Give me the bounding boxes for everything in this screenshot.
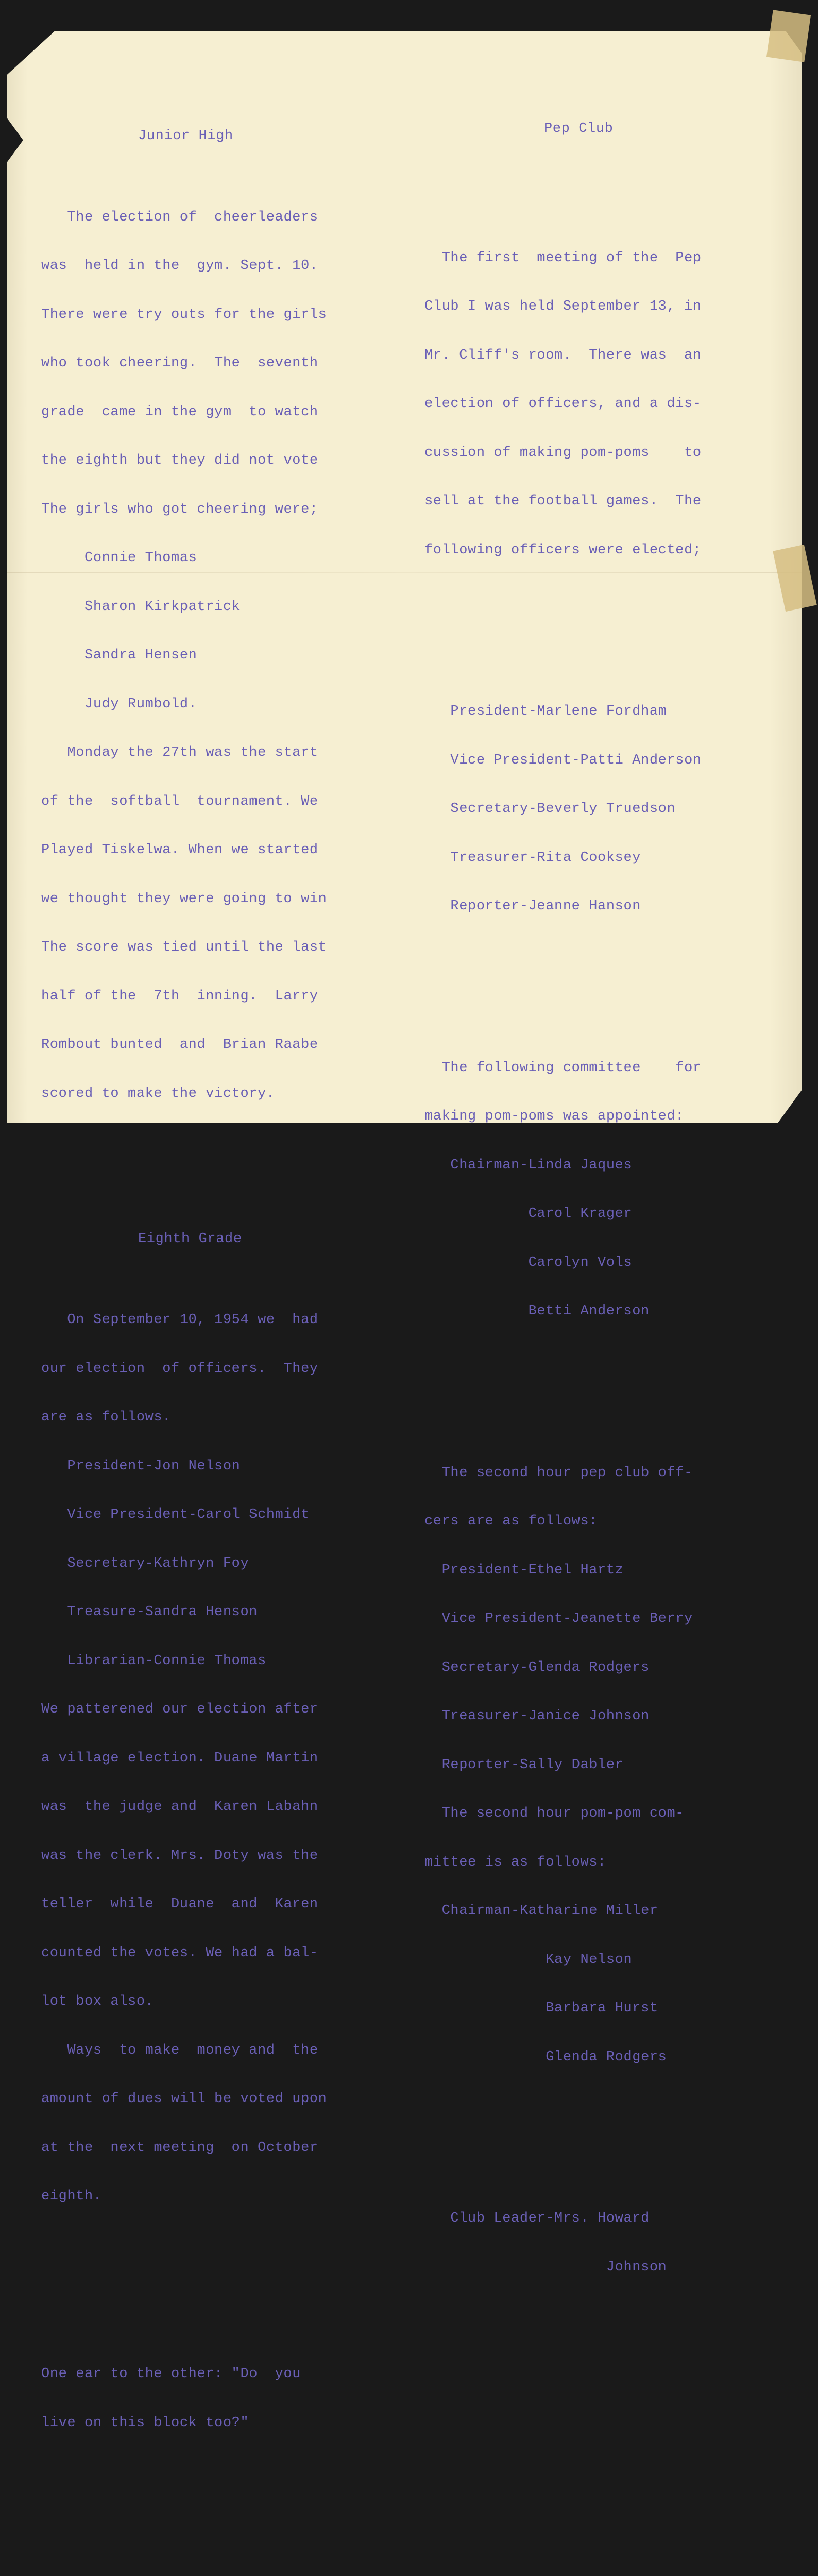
article-line: Monday the 27th was the start — [41, 745, 318, 760]
joke-line: One ear to the other: "Do you — [41, 2366, 301, 2382]
article-line: amount of dues will be voted upon — [41, 2091, 327, 2107]
officer-line: Secretary-Glenda Rodgers — [424, 1659, 650, 1675]
article-line: election of officers, and a dis- — [424, 396, 702, 412]
article-line: The election of cheerleaders — [41, 209, 318, 225]
pep-club-heading: Pep Club — [544, 121, 614, 137]
article-line: Sharon Kirkpatrick — [41, 599, 241, 615]
article-line: half of the 7th inning. Larry — [41, 988, 318, 1004]
officer-line: President-Marlene Fordham — [424, 704, 667, 719]
article-line: The girls who got cheering were; — [41, 501, 318, 517]
committee-line: making pom-poms was appointed: — [424, 1109, 685, 1124]
committee-line: Betti Anderson — [424, 1303, 650, 1319]
article-line: Treasure-Sandra Henson — [41, 1604, 258, 1620]
article-line: our election of officers. They — [41, 1361, 318, 1377]
officer-line: Treasurer-Rita Cooksey — [424, 850, 641, 866]
officer-line: Vice President-Jeanette Berry — [424, 1611, 693, 1626]
pep-club-intro — [424, 218, 702, 591]
committee-line: Carol Krager — [424, 1206, 633, 1222]
article-line: following officers were elected; — [424, 542, 702, 558]
article-line: was the judge and Karen Labahn — [41, 1799, 318, 1815]
article-line: There were try outs for the girls — [41, 307, 327, 323]
joke-ear — [41, 2334, 327, 2464]
officer-line: The second hour pep club off- — [424, 1465, 693, 1481]
article-line: who took cheering. The seventh — [41, 355, 318, 371]
committee-line: Chairman-Linda Jaques — [424, 1157, 633, 1173]
officer-line: Reporter-Jeanne Hanson — [424, 899, 641, 914]
officer-line: Kay Nelson — [424, 1952, 633, 1968]
officer-line: Glenda Rodgers — [424, 2049, 667, 2065]
officer-line: cers are as follows: — [424, 1514, 598, 1529]
officer-line: Secretary-Beverly Truedson — [424, 801, 676, 817]
committee-line: Carolyn Vols — [424, 1255, 633, 1270]
article-line: Ways to make money and the — [41, 2042, 318, 2058]
officer-line: Chairman-Katharine Miller — [424, 1903, 658, 1919]
article-line: sell at the football games. The — [424, 494, 702, 509]
officer-line: President-Ethel Hartz — [424, 1562, 624, 1578]
pom-pom-committee — [424, 1028, 702, 1352]
article-line: Mr. Cliff's room. There was an — [424, 347, 702, 363]
article-line: Vice President-Carol Schmidt — [41, 1507, 310, 1522]
eighth-grade-article — [41, 1280, 327, 2238]
article-line: President-Jon Nelson — [41, 1458, 241, 1474]
article-line: we thought they were going to win — [41, 891, 327, 907]
article-line: On September 10, 1954 we had — [41, 1312, 318, 1328]
article-line: Librarian-Connie Thomas — [41, 1653, 266, 1669]
article-line: scored to make the victory. — [41, 1086, 275, 1101]
joke-stamp — [41, 2544, 327, 2576]
article-line: Judy Rumbold. — [41, 696, 197, 712]
article-line: Sandra Hensen — [41, 648, 197, 663]
club-leader — [424, 2178, 702, 2308]
article-line: Connie Thomas — [41, 550, 197, 566]
officer-line: Treasurer-Janice Johnson — [424, 1708, 650, 1724]
junior-high-article — [41, 177, 327, 1135]
article-line: was held in the gym. Sept. 10. — [41, 258, 318, 274]
article-line: The first meeting of the Pep — [424, 250, 702, 266]
article-line: counted the votes. We had a bal- — [41, 1945, 318, 1961]
leader-line: Club Leader-Mrs. Howard — [424, 2211, 650, 2226]
article-line: at the next meeting on October — [41, 2140, 318, 2156]
officer-line: Reporter-Sally Dabler — [424, 1757, 624, 1773]
article-line: lot box also. — [41, 1994, 154, 2009]
article-line: the eighth but they did not vote — [41, 453, 318, 468]
committee-line: The following committee for — [424, 1060, 702, 1076]
right-column — [424, 89, 702, 2325]
officer-line: Barbara Hurst — [424, 2001, 658, 2016]
article-line: grade came in the gym to watch — [41, 404, 318, 420]
pep-club-officers — [424, 671, 702, 947]
left-column — [41, 96, 327, 2576]
leader-line: Johnson — [424, 2259, 667, 2275]
officer-line: The second hour pom-pom com- — [424, 1806, 685, 1821]
article-line: a village election. Duane Martin — [41, 1750, 318, 1766]
article-line: Rombout bunted and Brian Raabe — [41, 1037, 318, 1053]
article-line: teller while Duane and Karen — [41, 1896, 318, 1912]
second-hour-officers — [424, 1433, 702, 2098]
article-line: of the softball tournament. We — [41, 793, 318, 809]
joke-line: live on this block too?" — [41, 2415, 249, 2431]
article-line: We patterened our election after — [41, 1702, 318, 1717]
article-line: was the clerk. Mrs. Doty was the — [41, 1848, 318, 1863]
article-line: eighth. — [41, 2189, 102, 2204]
tape-strip-top — [766, 10, 811, 62]
junior-high-heading: Junior High — [138, 128, 233, 144]
article-line: Secretary-Kathryn Foy — [41, 1555, 249, 1571]
article-line: Club I was held September 13, in — [424, 299, 702, 314]
officer-line: mittee is as follows: — [424, 1854, 606, 1870]
officer-line: Vice President-Patti Anderson — [424, 752, 702, 768]
eighth-grade-heading: Eighth Grade — [138, 1231, 242, 1247]
article-line: The score was tied until the last — [41, 940, 327, 955]
article-line: cussion of making pom-poms to — [424, 445, 702, 461]
article-line: are as follows. — [41, 1410, 172, 1425]
article-line: Played Tiskelwa. When we started — [41, 842, 318, 858]
